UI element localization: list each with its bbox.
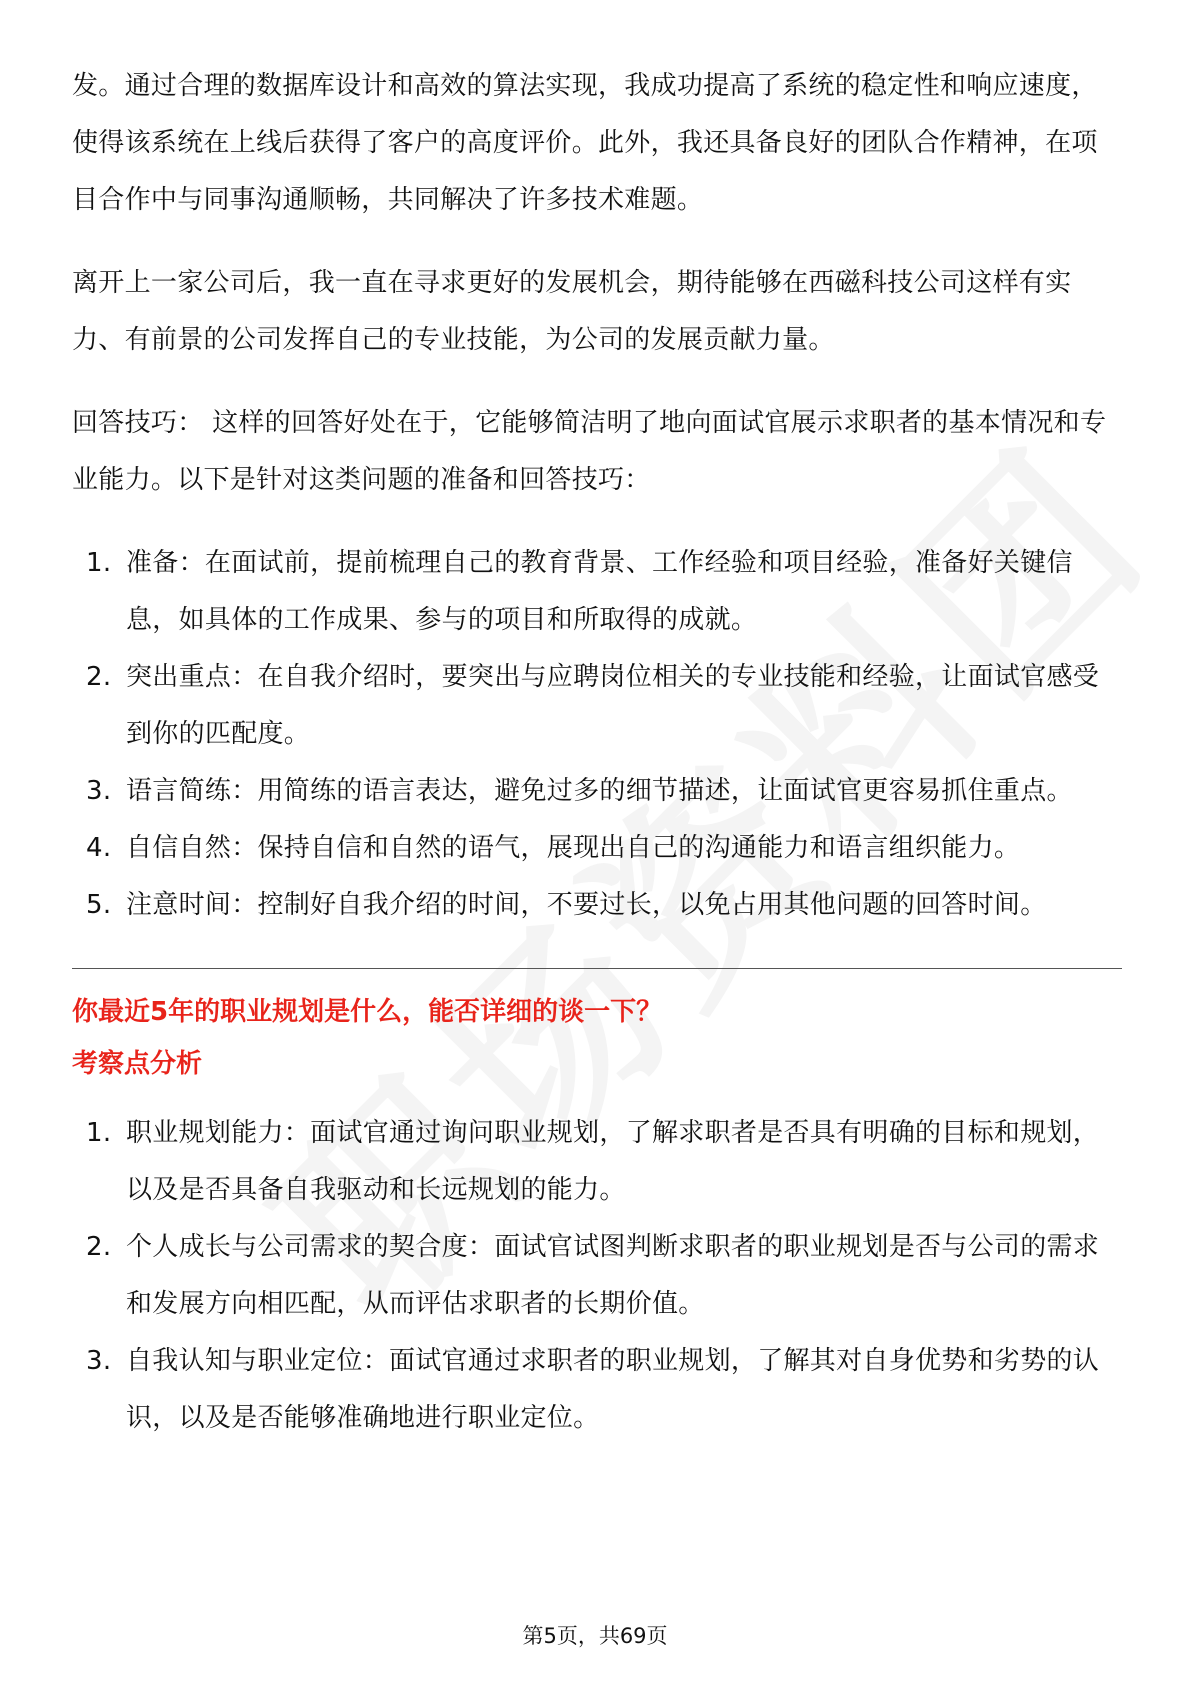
section-divider — [72, 968, 1122, 969]
list-item-text: 注意时间：控制好自我介绍的时间，不要过长，以免占用其他问题的回答时间。 — [126, 890, 1047, 920]
list-item-text: 自我认知与职业定位：面试官通过求职者的职业规划，了解其对自身优势和劣势的认识，以及是否能够准确地进行职业定位。 — [126, 1346, 1100, 1433]
list-item-text: 突出重点：在自我介绍时，要突出与应聘岗位相关的专业技能和经验，让面试官感受到你的匹配度。 — [126, 662, 1100, 749]
question-heading: 你最近5年的职业规划是什么，能否详细的谈一下？ — [72, 997, 663, 1027]
list-number: 3. — [86, 776, 112, 806]
list-number: 2. — [86, 662, 112, 692]
list-item — [72, 535, 1122, 649]
analysis-subheading: 考察点分析 — [72, 1049, 203, 1079]
list-item-text: 个人成长与公司需求的契合度：面试官试图判断求职者的职业规划是否与公司的需求和发展方向相匹配，从而评估求职者的长期价值。 — [126, 1232, 1100, 1319]
paragraph-answer-tips-intro: 回答技巧： 这样的回答好处在于，它能够简洁明了地向面试官展示求职者的基本情况和专业能力。以下是针对这类问题的准备和回答技巧： — [72, 408, 1107, 495]
list-item — [72, 1105, 1122, 1219]
list-item — [72, 1333, 1122, 1447]
list-item-text: 语言简练：用简练的语言表达，避免过多的细节描述，让面试官更容易抓住重点。 — [126, 776, 1073, 806]
paragraph-motivation: 离开上一家公司后，我一直在寻求更好的发展机会，期待能够在西磁科技公司这样有实力、有前景的公司发挥自己的专业技能，为公司的发展贡献力量。 — [72, 268, 1072, 355]
list-item-text: 准备：在面试前，提前梳理自己的教育背景、工作经验和项目经验，准备好关键信息，如具体的工作成果、参与的项目和所取得的成就。 — [126, 548, 1073, 635]
list-item — [72, 820, 1122, 877]
list-number: 5. — [86, 890, 112, 920]
analysis-points-list — [72, 1105, 1122, 1447]
list-item — [72, 877, 1122, 934]
list-item — [72, 649, 1122, 763]
page-footer: 第5页，共69页 — [522, 1624, 668, 1648]
list-number: 1. — [86, 1118, 112, 1148]
list-number: 4. — [86, 833, 112, 863]
list-item — [72, 763, 1122, 820]
list-item-text: 自信自然：保持自信和自然的语气，展现出自己的沟通能力和语言组织能力。 — [126, 833, 1021, 863]
tips-list — [72, 535, 1122, 934]
paragraph-project-experience: 发。通过合理的数据库设计和高效的算法实现，我成功提高了系统的稳定性和响应速度，使得该系统在上线后获得了客户的高度评价。此外，我还具备良好的团队合作精神，在项目合作中与同事沟通顺畅，共同解决了许多技术难题。 — [72, 71, 1098, 215]
list-number: 3. — [86, 1346, 112, 1376]
page-content — [72, 58, 1122, 1471]
list-number: 1. — [86, 548, 112, 578]
list-item — [72, 1219, 1122, 1333]
list-number: 2. — [86, 1232, 112, 1262]
list-item-text: 职业规划能力：面试官通过询问职业规划，了解求职者是否具有明确的目标和规划，以及是否具备自我驱动和长远规划的能力。 — [126, 1118, 1100, 1205]
